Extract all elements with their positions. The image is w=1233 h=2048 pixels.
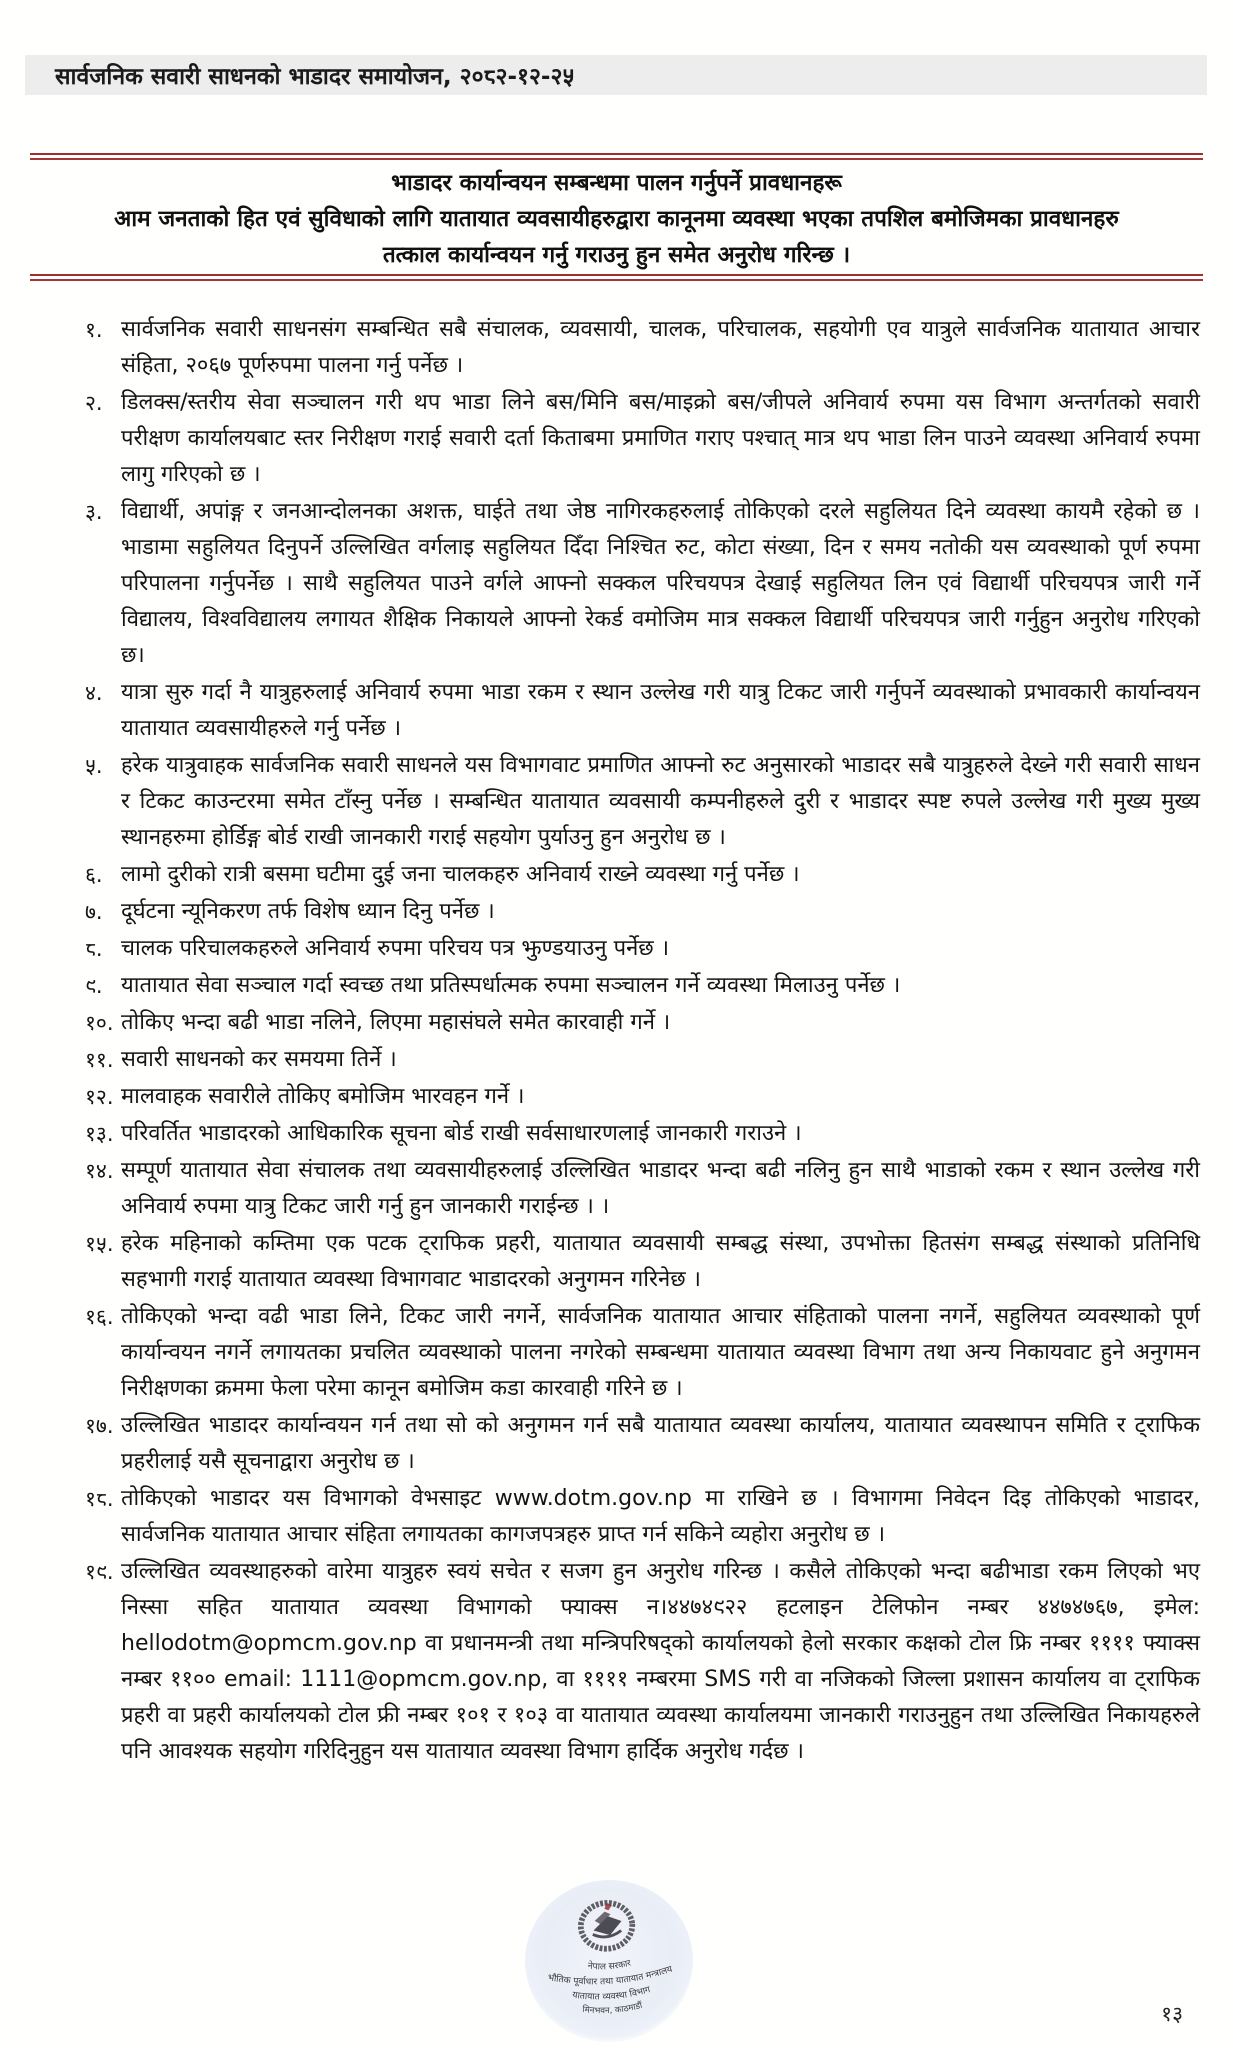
- provision-item: [85, 1079, 1200, 1115]
- provision-number: १६.: [85, 1305, 114, 1329]
- provision-item: [85, 1116, 1200, 1152]
- provision-text: सवारी साधनको कर समयमा तिर्ने ।: [121, 1047, 397, 1072]
- government-seal-stamp: [520, 1874, 699, 2047]
- provision-item: [85, 1042, 1200, 1078]
- provision-text: तोकिएको भन्दा वढी भाडा लिने, टिकट जारी नगर्ने, सार्वजनिक यातायात आचार संहिताको पालना नगर्ने, सहुलियत व्यवस्थाको पूर्ण कार्यान्वयन नगर्ने लगायतका प्रचलित व्यवस्थाको पालना नगरेको सम्बन्धमा यातायात व्यवस्था विभाग तथा अन्य निकायवाट हुने अनुगमन निरीक्षणका क्रममा फेला परेमा कानून बमोजिम कडा कारवाही गरिने छ ।: [121, 1304, 1200, 1401]
- provision-item: [85, 1299, 1200, 1407]
- provision-text: उल्लिखित व्यवस्थाहरुको वारेमा यात्रुहरु स्वयं सचेत र सजग हुन अनुरोध गरिन्छ । कसैले तोकिएको भन्दा बढीभाडा रकम लिएको भए निस्सा सहित यातायात व्यवस्था विभागको फ्याक्स न।४४७४९२२ हटलाइन टेलिफोन नम्बर ४४७४७६७, इमेल: hellodotm@opmcm.gov.np वा प्रधानमन्त्री तथा मन्त्रिपरिषद्को कार्यालयको हेलो सरकार कक्षको टोल फ्रि नम्बर ११११ फ्याक्स नम्बर ११०० email: 1111@opmcm.gov.np, वा ११११ नम्बरमा SMS गरी वा नजिकको जिल्ला प्रशासन कार्यालय वा ट्राफिक प्रहरी वा प्रहरी कार्यालयको टोल फ्री नम्बर १०१ र १०३ वा यातायात व्यवस्था कार्यालयमा जानकारी गराउनुहुन तथा उल्लिखित निकायहरुले पनि आवश्यक सहयोग गरिदिनुहुन यस यातायात व्यवस्था विभाग हार्दिक अनुरोध गर्दछ ।: [121, 1559, 1200, 1764]
- stamp-line-department: यातायात व्यवस्था विभाग: [571, 1985, 652, 2003]
- provision-number: ११.: [85, 1048, 114, 1072]
- divider-rule-bottom: [30, 274, 1203, 281]
- provision-item: [85, 748, 1200, 856]
- provision-text: हरेक महिनाको कम्तिमा एक पटक ट्राफिक प्रहरी, यातायात व्यवसायी सम्बद्ध संस्था, उपभोक्ता हितसंग सम्बद्ध संस्थाको प्रतिनिधि सहभागी गराई यातायात व्यवस्था विभागवाट भाडादरको अनुगमन गरिनेछ ।: [121, 1231, 1200, 1292]
- header-bar-title: सार्वजनिक सवारी साधनको भाडादर समायोजन, २०८२-१२-२५: [55, 64, 575, 90]
- provision-item: [85, 1554, 1200, 1770]
- provision-number: ९.: [85, 974, 103, 998]
- provisions-list: [85, 312, 1200, 1771]
- provision-number: १८.: [85, 1487, 114, 1511]
- provision-item: [85, 857, 1200, 893]
- stamp-line-location: मिनभवन, काठमाडौं: [581, 2000, 644, 2017]
- header-bar: [25, 55, 1207, 95]
- provision-item: [85, 1408, 1200, 1480]
- provision-item: [85, 385, 1200, 493]
- provision-text: दूर्घटना न्यूनिकरण तर्फ विशेष ध्यान दिनु पर्नेछ ।: [121, 899, 495, 924]
- title-line-2: आम जनताको हित एवं सुविधाको लागि यातायात व्यवसायीहरुद्वारा कानूनमा व्यवस्था भएका तपशिल बमोजिमका प्रावधानहरु: [114, 206, 1119, 232]
- provision-text: यातायात सेवा सञ्चाल गर्दा स्वच्छ तथा प्रतिस्पर्धात्मक रुपमा सञ्चालन गर्ने व्यवस्था मिलाउनु पर्नेछ ।: [121, 973, 901, 998]
- provision-text: हरेक यात्रुवाहक सार्वजनिक सवारी साधनले यस विभागवाट प्रमाणित आफ्नो रुट अनुसारको भाडादर सबै यात्रुहरुले देख्ने गरी सवारी साधन र टिकट काउन्टरमा समेत टाँस्नु पर्नेछ । सम्बन्धित यातायात व्यवसायी कम्पनीहरुले दुरी र भाडादर स्पष्ट रुपले उल्लेख गरी मुख्य मुख्य स्थानहरुमा होर्डिङ्ग बोर्ड राखी जानकारी गराई सहयोग पुर्याउनु हुन अनुरोध छ ।: [121, 753, 1200, 850]
- provision-item: [85, 894, 1200, 930]
- provision-text: सार्वजनिक सवारी साधनसंग सम्बन्धित सबै संचालक, व्यवसायी, चालक, परिचालक, सहयोगी एव यात्रुले सार्वजनिक यातायात आचार संहिता, २०६७ पूर्णरुपमा पालना गर्नु पर्नेछ ।: [121, 317, 1200, 378]
- provision-number: १७.: [85, 1414, 114, 1438]
- provision-text: मालवाहक सवारीले तोकिए बमोजिम भारवहन गर्ने ।: [121, 1084, 525, 1109]
- provision-text: तोकिए भन्दा बढी भाडा नलिने, लिएमा महासंघले समेत कारवाही गर्ने ।: [121, 1010, 671, 1035]
- page-number: १३: [1161, 2002, 1183, 2026]
- provision-number: ५.: [85, 754, 103, 778]
- provision-number: ३.: [85, 500, 103, 524]
- provision-item: [85, 968, 1200, 1004]
- provision-item: [85, 1481, 1200, 1553]
- provision-number: १२.: [85, 1085, 114, 1109]
- provision-text: उल्लिखित भाडादर कार्यान्वयन गर्न तथा सो को अनुगमन गर्न सबै यातायात व्यवस्था कार्यालय, यातायात व्यवस्थापन समिति र ट्राफिक प्रहरीलाई यसै सूचनाद्वारा अनुरोध छ ।: [121, 1413, 1200, 1474]
- provision-item: [85, 675, 1200, 747]
- nepal-emblem-icon: [579, 1901, 634, 1950]
- provision-item: [85, 1226, 1200, 1298]
- provision-text: लामो दुरीको रात्री बसमा घटीमा दुई जना चालकहरु अनिवार्य राख्ने व्यवस्था गर्नु पर्नेछ ।: [121, 862, 800, 887]
- provision-item: [85, 931, 1200, 967]
- provision-number: १५.: [85, 1232, 114, 1256]
- provision-number: १३.: [85, 1122, 114, 1146]
- stamp-line-government: नेपाल सरकार: [587, 1958, 633, 1973]
- provision-item: [85, 494, 1200, 674]
- divider-rule-top: [30, 153, 1203, 160]
- provision-text: चालक परिचालकहरुले अनिवार्य रुपमा परिचय पत्र झुण्डयाउनु पर्नेछ ।: [121, 936, 670, 961]
- provision-text: तोकिएको भाडादर यस विभागको वेभसाइट www.dotm.gov.np मा राखिने छ । विभागमा निवेदन दिइ तोकिएको भाडादर, सार्वजनिक यातायात आचार संहिता लगायतका कागजपत्रहरु प्राप्त गर्न सकिने व्यहोरा अनुरोध छ ।: [121, 1486, 1200, 1547]
- provision-text: डिलक्स/स्तरीय सेवा सञ्चालन गरी थप भाडा लिने बस/मिनि बस/माइक्रो बस/जीपले अनिवार्य रुपमा यस विभाग अन्तर्गतको सवारी परीक्षण कार्यालयबाट स्तर निरीक्षण गराई सवारी दर्ता किताबमा प्रमाणित गराए पश्चात् मात्र थप भाडा लिन पाउने व्यवस्था अनिवार्य रुपमा लागु गरिएको छ ।: [121, 390, 1200, 487]
- provision-number: ६.: [85, 863, 103, 887]
- provision-number: १९.: [85, 1560, 114, 1584]
- title-block: [40, 165, 1193, 273]
- svg-text:मिनभवन, काठमाडौं: [581, 2000, 644, 2018]
- provision-number: ७.: [85, 900, 103, 924]
- provision-item: [85, 1005, 1200, 1041]
- provision-number: २.: [85, 391, 103, 415]
- stamp-line-ministry: भौतिक पूर्वाधार तथा यातायात मन्त्रालय: [546, 1964, 674, 1988]
- provision-item: [85, 1153, 1200, 1225]
- provision-number: १०.: [85, 1011, 114, 1035]
- provision-number: १४.: [85, 1159, 114, 1183]
- provision-text: परिवर्तित भाडादरको आधिकारिक सूचना बोर्ड राखी सर्वसाधारणलाई जानकारी गराउने ।: [121, 1121, 802, 1146]
- provision-number: १.: [85, 318, 103, 342]
- title-line-1: भाडादर कार्यान्वयन सम्बन्धमा पालन गर्नुपर्ने प्रावधानहरू: [391, 170, 842, 196]
- svg-text:नेपाल सरकार: [586, 1956, 632, 1973]
- provision-item: [85, 312, 1200, 384]
- provision-number: ८.: [85, 937, 103, 961]
- government-seal-icon: [520, 1874, 699, 2047]
- provision-text: विद्यार्थी, अपांङ्ग र जनआन्दोलनका अशक्त, घाईते तथा जेष्ठ नागिरकहरुलाई तोकिएको दरले सहुलियत दिने व्यवस्था कायमै रहेको छ । भाडामा सहुलियत दिनुपर्ने उल्लिखित वर्गलाइ सहुलियत दिँदा निश्चित रुट, कोटा संख्या, दिन र समय नतोकी यस व्यवस्थाको पूर्ण रुपमा परिपालना गर्नुपर्नेछ । साथै सहुलियत पाउने वर्गले आफ्नो सक्कल परिचयपत्र देखाई सहुलियत लिन एवं विद्यार्थी परिचयपत्र जारी गर्ने विद्यालय, विश्वविद्यालय लगायत शैक्षिक निकायले आफ्नो रेकर्ड वमोजिम मात्र सक्कल विद्यार्थी परिचयपत्र जारी गर्नुहुन अनुरोध गरिएको छ।: [121, 499, 1200, 668]
- provision-text: यात्रा सुरु गर्दा नै यात्रुहरुलाई अनिवार्य रुपमा भाडा रकम र स्थान उल्लेख गरी यात्रु टिकट जारी गर्नुपर्ने व्यवस्थाको प्रभावकारी कार्यान्वयन यातायात व्यवसायीहरुले गर्नु पर्नेछ ।: [121, 680, 1200, 741]
- title-line-3: तत्काल कार्यान्वयन गर्नु गराउनु हुन समेत अनुरोध गरिन्छ ।: [382, 242, 851, 268]
- provision-number: ४.: [85, 681, 103, 705]
- provision-text: सम्पूर्ण यातायात सेवा संचालक तथा व्यवसायीहरुलाई उल्लिखित भाडादर भन्दा बढी नलिनु हुन साथै भाडाको रकम र स्थान उल्लेख गरी अनिवार्य रुपमा यात्रु टिकट जारी गर्नु हुन जानकारी गराईन्छ । ।: [121, 1158, 1200, 1219]
